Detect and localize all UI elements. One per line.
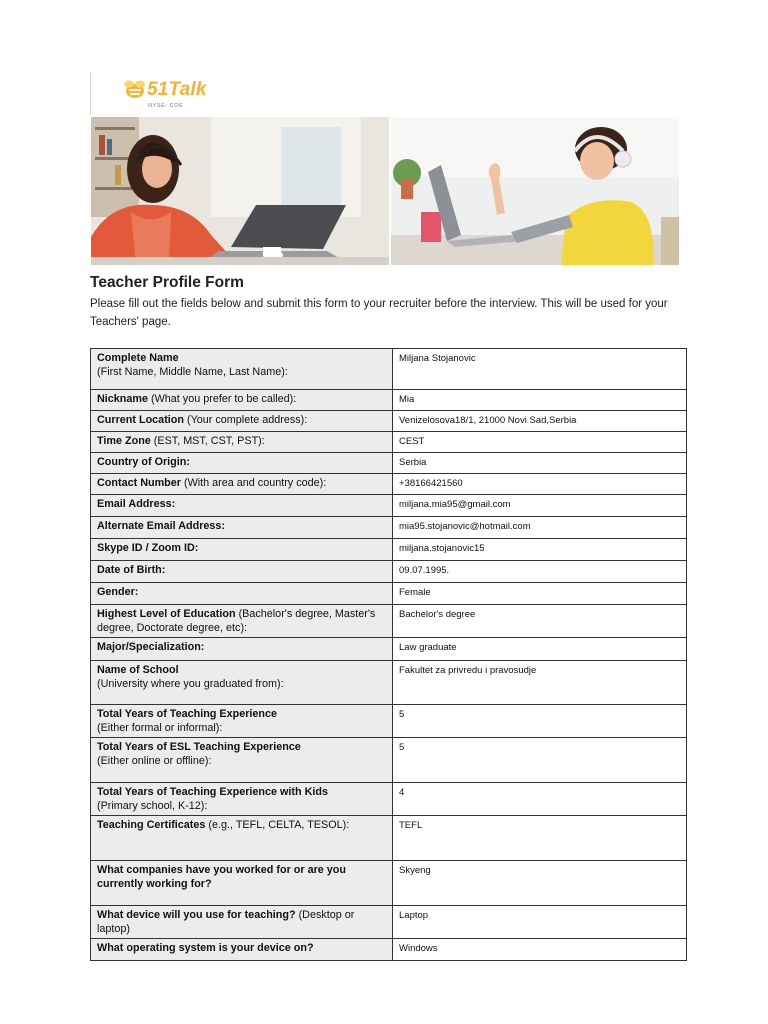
company-logo — [90, 72, 239, 116]
question-cell — [91, 816, 393, 861]
question-label: What device will you use for teaching? — [97, 909, 296, 921]
logo-brand-text: 51Talk — [147, 79, 207, 100]
question-label: Gender: — [97, 586, 139, 598]
question-cell — [91, 738, 393, 783]
answer-field[interactable]: Mia — [393, 390, 687, 411]
header-banner-image — [91, 117, 679, 265]
form-row — [91, 638, 687, 661]
question-hint: (Either formal or informal): — [97, 722, 223, 734]
question-hint: (Bachelor's degree, Master's degree, Doctorate degree, etc): — [97, 608, 376, 634]
form-row — [91, 738, 687, 783]
question-cell — [91, 349, 393, 390]
question-cell — [91, 495, 393, 517]
answer-field[interactable]: miljana.mia95@gmail.com — [393, 495, 687, 517]
question-label: Country of Origin: — [97, 456, 190, 468]
question-hint: (What you prefer to be called): — [151, 393, 297, 405]
form-row — [91, 906, 687, 939]
question-label: Name of School — [97, 664, 179, 676]
question-cell — [91, 906, 393, 939]
form-row — [91, 517, 687, 539]
question-label: Total Years of Teaching Experience — [97, 708, 278, 720]
form-row — [91, 816, 687, 861]
question-label: Total Years of Teaching Experience with Kids — [97, 786, 328, 798]
question-cell — [91, 939, 393, 961]
question-hint: (Your complete address): — [186, 414, 308, 426]
question-cell — [91, 705, 393, 738]
answer-field[interactable]: Windows — [393, 939, 687, 961]
question-cell — [91, 517, 393, 539]
form-row — [91, 539, 687, 561]
question-hint: (First Name, Middle Name, Last Name): — [97, 366, 288, 378]
question-label: What operating system is your device on? — [97, 942, 314, 954]
question-label: Highest Level of Education — [97, 608, 236, 620]
form-row — [91, 583, 687, 605]
question-cell — [91, 638, 393, 661]
question-cell — [91, 861, 393, 906]
answer-field[interactable]: Female — [393, 583, 687, 605]
question-cell — [91, 539, 393, 561]
answer-field[interactable]: Serbia — [393, 453, 687, 474]
question-hint: (e.g., TEFL, CELTA, TESOL): — [208, 819, 350, 831]
question-cell — [91, 390, 393, 411]
question-cell — [91, 453, 393, 474]
answer-field[interactable]: Law graduate — [393, 638, 687, 661]
question-cell — [91, 411, 393, 432]
question-cell — [91, 661, 393, 705]
question-cell — [91, 432, 393, 453]
question-hint: (EST, MST, CST, PST): — [153, 435, 265, 447]
question-hint: (Desktop or laptop) — [97, 909, 355, 935]
question-hint: (With area and country code): — [183, 477, 327, 489]
form-row — [91, 390, 687, 411]
form-row — [91, 605, 687, 638]
question-label: Email Address: — [97, 498, 176, 510]
question-label: Current Location — [97, 414, 184, 426]
form-row — [91, 453, 687, 474]
form-instructions: Please fill out the fields below and submit this form to your recruiter before the interview. This will be used for your Teachers' page. — [90, 298, 668, 328]
answer-field[interactable]: 5 — [393, 738, 687, 783]
question-cell — [91, 783, 393, 816]
question-label: Contact Number — [97, 477, 181, 489]
answer-field[interactable]: 09.07.1995. — [393, 561, 687, 583]
question-cell — [91, 605, 393, 638]
form-title: Teacher Profile Form — [90, 274, 244, 291]
question-label: Major/Specialization: — [97, 641, 205, 653]
question-label: What companies have you worked for or are you currently working for? — [97, 864, 346, 890]
form-row — [91, 432, 687, 453]
teacher-profile-table — [90, 348, 687, 961]
question-hint: (University where you graduated from): — [97, 678, 284, 690]
question-label: Complete Name — [97, 352, 179, 364]
form-row — [91, 861, 687, 906]
question-hint: (Primary school, K-12): — [97, 800, 208, 812]
form-row — [91, 661, 687, 705]
form-row — [91, 474, 687, 495]
question-label: Total Years of ESL Teaching Experience — [97, 741, 301, 753]
question-label: Date of Birth: — [97, 564, 166, 576]
answer-field[interactable]: Fakultet za privredu i pravosudje — [393, 661, 687, 705]
answer-field[interactable]: Laptop — [393, 906, 687, 939]
answer-field[interactable]: +38166421560 — [393, 474, 687, 495]
answer-field[interactable]: Skyeng — [393, 861, 687, 906]
form-row — [91, 495, 687, 517]
answer-field[interactable]: CEST — [393, 432, 687, 453]
question-label: Teaching Certificates — [97, 819, 206, 831]
form-row — [91, 411, 687, 432]
question-label: Nickname — [97, 393, 149, 405]
form-row — [91, 561, 687, 583]
form-row — [91, 705, 687, 738]
question-cell — [91, 561, 393, 583]
form-row — [91, 939, 687, 961]
answer-field[interactable]: miljana.stojanovic15 — [393, 539, 687, 561]
answer-field[interactable]: Miljana Stojanovic — [393, 349, 687, 390]
question-hint: (Either online or offline): — [97, 755, 212, 767]
question-label: Skype ID / Zoom ID: — [97, 542, 199, 554]
answer-field[interactable]: mia95.stojanovic@hotmail.com — [393, 517, 687, 539]
answer-field[interactable]: 4 — [393, 783, 687, 816]
form-row — [91, 783, 687, 816]
form-row — [91, 349, 687, 390]
question-cell — [91, 474, 393, 495]
answer-field[interactable]: TEFL — [393, 816, 687, 861]
question-label: Alternate Email Address: — [97, 520, 226, 532]
question-label: Time Zone — [97, 435, 151, 447]
logo-bee-icon — [123, 78, 147, 100]
logo-tagline: NYSE: COE — [148, 103, 184, 109]
answer-field[interactable]: Venizelosova18/1, 21000 Novi Sad,Serbia — [393, 411, 687, 432]
question-cell — [91, 583, 393, 605]
answer-field[interactable]: 5 — [393, 705, 687, 738]
answer-field[interactable]: Bachelor's degree — [393, 605, 687, 638]
